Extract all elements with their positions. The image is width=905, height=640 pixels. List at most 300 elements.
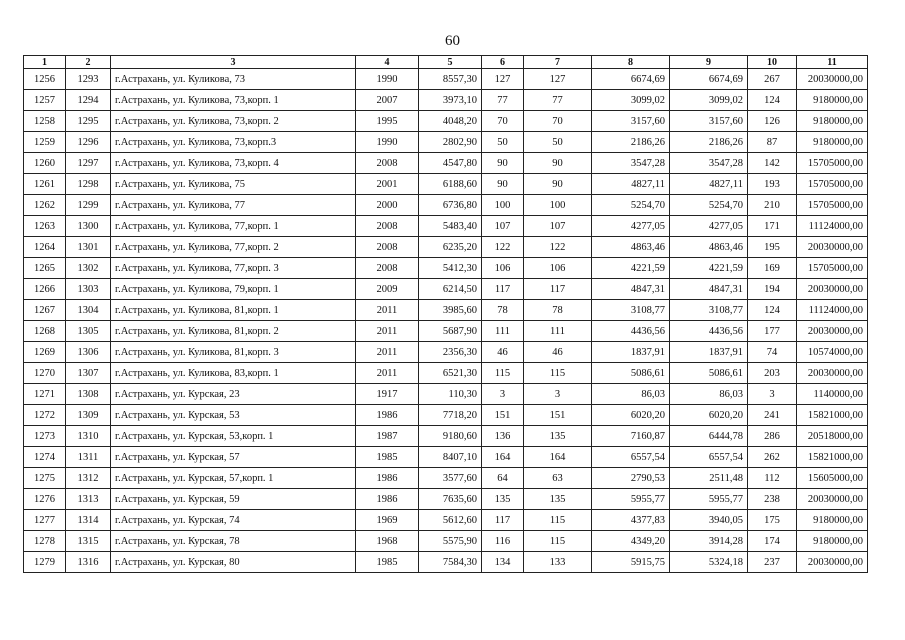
area-cell: 6188,60 xyxy=(419,174,482,195)
table-row xyxy=(24,153,868,174)
area-cell: 7718,20 xyxy=(419,405,482,426)
count-c-cell: 237 xyxy=(748,552,797,573)
table-row xyxy=(24,258,868,279)
table-row xyxy=(24,531,868,552)
row-number-cell: 1272 xyxy=(24,405,66,426)
record-id-cell: 1293 xyxy=(66,69,111,90)
year-cell: 2011 xyxy=(356,342,419,363)
amount-cell: 20030000,00 xyxy=(797,363,868,384)
count-a-cell: 127 xyxy=(482,69,524,90)
column-header: 2 xyxy=(66,56,111,69)
table-body xyxy=(24,69,868,573)
year-cell: 1985 xyxy=(356,552,419,573)
table-row xyxy=(24,132,868,153)
amount-cell: 15821000,00 xyxy=(797,405,868,426)
count-b-cell: 77 xyxy=(524,90,592,111)
area-cell: 3985,60 xyxy=(419,300,482,321)
count-c-cell: 126 xyxy=(748,111,797,132)
value-b-cell: 4221,59 xyxy=(670,258,748,279)
amount-cell: 20030000,00 xyxy=(797,552,868,573)
value-b-cell: 6674,69 xyxy=(670,69,748,90)
year-cell: 1990 xyxy=(356,132,419,153)
record-id-cell: 1315 xyxy=(66,531,111,552)
record-id-cell: 1295 xyxy=(66,111,111,132)
amount-cell: 9180000,00 xyxy=(797,90,868,111)
value-a-cell: 4221,59 xyxy=(592,258,670,279)
row-number-cell: 1263 xyxy=(24,216,66,237)
count-c-cell: 210 xyxy=(748,195,797,216)
value-a-cell: 3547,28 xyxy=(592,153,670,174)
count-b-cell: 133 xyxy=(524,552,592,573)
value-b-cell: 3547,28 xyxy=(670,153,748,174)
record-id-cell: 1302 xyxy=(66,258,111,279)
count-c-cell: 87 xyxy=(748,132,797,153)
area-cell: 2356,30 xyxy=(419,342,482,363)
count-a-cell: 90 xyxy=(482,174,524,195)
count-a-cell: 100 xyxy=(482,195,524,216)
row-number-cell: 1273 xyxy=(24,426,66,447)
area-cell: 2802,90 xyxy=(419,132,482,153)
table-row xyxy=(24,489,868,510)
value-b-cell: 4277,05 xyxy=(670,216,748,237)
count-a-cell: 117 xyxy=(482,510,524,531)
row-number-cell: 1269 xyxy=(24,342,66,363)
record-id-cell: 1314 xyxy=(66,510,111,531)
table-row xyxy=(24,195,868,216)
value-a-cell: 4277,05 xyxy=(592,216,670,237)
area-cell: 8557,30 xyxy=(419,69,482,90)
value-b-cell: 4863,46 xyxy=(670,237,748,258)
address-cell: г.Астрахань, ул. Курская, 23 xyxy=(111,384,356,405)
count-c-cell: 124 xyxy=(748,90,797,111)
amount-cell: 15605000,00 xyxy=(797,468,868,489)
count-b-cell: 70 xyxy=(524,111,592,132)
count-b-cell: 135 xyxy=(524,489,592,510)
area-cell: 5483,40 xyxy=(419,216,482,237)
year-cell: 2007 xyxy=(356,90,419,111)
year-cell: 2008 xyxy=(356,216,419,237)
count-a-cell: 134 xyxy=(482,552,524,573)
value-a-cell: 2186,26 xyxy=(592,132,670,153)
row-number-cell: 1258 xyxy=(24,111,66,132)
row-number-cell: 1264 xyxy=(24,237,66,258)
count-a-cell: 3 xyxy=(482,384,524,405)
column-header: 5 xyxy=(419,56,482,69)
count-c-cell: 74 xyxy=(748,342,797,363)
record-id-cell: 1300 xyxy=(66,216,111,237)
table-row xyxy=(24,405,868,426)
address-cell: г.Астрахань, ул. Куликова, 77,корп. 2 xyxy=(111,237,356,258)
amount-cell: 15705000,00 xyxy=(797,195,868,216)
count-c-cell: 175 xyxy=(748,510,797,531)
value-a-cell: 3099,02 xyxy=(592,90,670,111)
amount-cell: 20030000,00 xyxy=(797,69,868,90)
value-a-cell: 3157,60 xyxy=(592,111,670,132)
year-cell: 2008 xyxy=(356,237,419,258)
address-cell: г.Астрахань, ул. Куликова, 83,корп. 1 xyxy=(111,363,356,384)
page-number: 60 xyxy=(445,33,460,49)
table-row xyxy=(24,300,868,321)
value-a-cell: 5955,77 xyxy=(592,489,670,510)
column-header: 6 xyxy=(482,56,524,69)
count-c-cell: 267 xyxy=(748,69,797,90)
area-cell: 4547,80 xyxy=(419,153,482,174)
year-cell: 2000 xyxy=(356,195,419,216)
value-b-cell: 5955,77 xyxy=(670,489,748,510)
area-cell: 5412,30 xyxy=(419,258,482,279)
amount-cell: 11124000,00 xyxy=(797,300,868,321)
record-id-cell: 1312 xyxy=(66,468,111,489)
address-cell: г.Астрахань, ул. Куликова, 81,корп. 3 xyxy=(111,342,356,363)
count-a-cell: 117 xyxy=(482,279,524,300)
area-cell: 6214,50 xyxy=(419,279,482,300)
amount-cell: 15821000,00 xyxy=(797,447,868,468)
count-a-cell: 78 xyxy=(482,300,524,321)
row-number-cell: 1267 xyxy=(24,300,66,321)
count-a-cell: 164 xyxy=(482,447,524,468)
table-row xyxy=(24,552,868,573)
record-id-cell: 1309 xyxy=(66,405,111,426)
value-a-cell: 5254,70 xyxy=(592,195,670,216)
amount-cell: 20030000,00 xyxy=(797,489,868,510)
year-cell: 2001 xyxy=(356,174,419,195)
year-cell: 1968 xyxy=(356,531,419,552)
count-a-cell: 122 xyxy=(482,237,524,258)
row-number-cell: 1265 xyxy=(24,258,66,279)
value-a-cell: 5086,61 xyxy=(592,363,670,384)
value-a-cell: 7160,87 xyxy=(592,426,670,447)
table-row xyxy=(24,216,868,237)
year-cell: 1917 xyxy=(356,384,419,405)
table-row xyxy=(24,321,868,342)
value-b-cell: 6444,78 xyxy=(670,426,748,447)
record-id-cell: 1303 xyxy=(66,279,111,300)
count-a-cell: 106 xyxy=(482,258,524,279)
table-row xyxy=(24,426,868,447)
column-header: 3 xyxy=(111,56,356,69)
column-header: 1 xyxy=(24,56,66,69)
count-b-cell: 107 xyxy=(524,216,592,237)
table-row xyxy=(24,510,868,531)
row-number-cell: 1271 xyxy=(24,384,66,405)
value-a-cell: 4436,56 xyxy=(592,321,670,342)
address-cell: г.Астрахань, ул. Куликова, 77,корп. 3 xyxy=(111,258,356,279)
area-cell: 7635,60 xyxy=(419,489,482,510)
count-a-cell: 70 xyxy=(482,111,524,132)
amount-cell: 9180000,00 xyxy=(797,531,868,552)
area-cell: 6521,30 xyxy=(419,363,482,384)
value-b-cell: 3157,60 xyxy=(670,111,748,132)
area-cell: 5575,90 xyxy=(419,531,482,552)
table-row xyxy=(24,447,868,468)
value-a-cell: 86,03 xyxy=(592,384,670,405)
record-id-cell: 1307 xyxy=(66,363,111,384)
address-cell: г.Астрахань, ул. Куликова, 81,корп. 1 xyxy=(111,300,356,321)
value-b-cell: 2186,26 xyxy=(670,132,748,153)
area-cell: 6235,20 xyxy=(419,237,482,258)
count-a-cell: 135 xyxy=(482,489,524,510)
value-a-cell: 6020,20 xyxy=(592,405,670,426)
row-number-cell: 1276 xyxy=(24,489,66,510)
count-b-cell: 78 xyxy=(524,300,592,321)
value-b-cell: 5254,70 xyxy=(670,195,748,216)
count-a-cell: 90 xyxy=(482,153,524,174)
count-c-cell: 262 xyxy=(748,447,797,468)
record-id-cell: 1308 xyxy=(66,384,111,405)
value-a-cell: 4377,83 xyxy=(592,510,670,531)
row-number-cell: 1256 xyxy=(24,69,66,90)
amount-cell: 10574000,00 xyxy=(797,342,868,363)
year-cell: 1986 xyxy=(356,489,419,510)
record-id-cell: 1306 xyxy=(66,342,111,363)
value-b-cell: 4847,31 xyxy=(670,279,748,300)
count-b-cell: 90 xyxy=(524,174,592,195)
table-row xyxy=(24,363,868,384)
value-b-cell: 4827,11 xyxy=(670,174,748,195)
value-a-cell: 5915,75 xyxy=(592,552,670,573)
address-cell: г.Астрахань, ул. Куликова, 73,корп.3 xyxy=(111,132,356,153)
year-cell: 1969 xyxy=(356,510,419,531)
table-row xyxy=(24,342,868,363)
area-cell: 4048,20 xyxy=(419,111,482,132)
value-b-cell: 3914,28 xyxy=(670,531,748,552)
row-number-cell: 1259 xyxy=(24,132,66,153)
address-cell: г.Астрахань, ул. Куликова, 73,корп. 2 xyxy=(111,111,356,132)
address-cell: г.Астрахань, ул. Куликова, 73 xyxy=(111,69,356,90)
count-c-cell: 241 xyxy=(748,405,797,426)
count-a-cell: 46 xyxy=(482,342,524,363)
table-row xyxy=(24,90,868,111)
row-number-cell: 1266 xyxy=(24,279,66,300)
count-b-cell: 115 xyxy=(524,510,592,531)
amount-cell: 9180000,00 xyxy=(797,132,868,153)
address-cell: г.Астрахань, ул. Куликова, 77 xyxy=(111,195,356,216)
count-a-cell: 50 xyxy=(482,132,524,153)
count-b-cell: 100 xyxy=(524,195,592,216)
count-c-cell: 3 xyxy=(748,384,797,405)
area-cell: 3973,10 xyxy=(419,90,482,111)
value-a-cell: 4349,20 xyxy=(592,531,670,552)
value-a-cell: 4847,31 xyxy=(592,279,670,300)
row-number-cell: 1275 xyxy=(24,468,66,489)
count-c-cell: 174 xyxy=(748,531,797,552)
count-c-cell: 169 xyxy=(748,258,797,279)
row-number-cell: 1278 xyxy=(24,531,66,552)
year-cell: 2009 xyxy=(356,279,419,300)
amount-cell: 20518000,00 xyxy=(797,426,868,447)
amount-cell: 1140000,00 xyxy=(797,384,868,405)
header-row xyxy=(24,56,868,69)
record-id-cell: 1298 xyxy=(66,174,111,195)
value-b-cell: 3940,05 xyxy=(670,510,748,531)
address-cell: г.Астрахань, ул. Курская, 53 xyxy=(111,405,356,426)
column-header: 4 xyxy=(356,56,419,69)
address-cell: г.Астрахань, ул. Курская, 78 xyxy=(111,531,356,552)
row-number-cell: 1260 xyxy=(24,153,66,174)
row-number-cell: 1268 xyxy=(24,321,66,342)
amount-cell: 9180000,00 xyxy=(797,111,868,132)
column-header: 8 xyxy=(592,56,670,69)
area-cell: 7584,30 xyxy=(419,552,482,573)
count-a-cell: 64 xyxy=(482,468,524,489)
value-b-cell: 4436,56 xyxy=(670,321,748,342)
count-a-cell: 116 xyxy=(482,531,524,552)
record-id-cell: 1297 xyxy=(66,153,111,174)
value-b-cell: 86,03 xyxy=(670,384,748,405)
row-number-cell: 1277 xyxy=(24,510,66,531)
count-b-cell: 90 xyxy=(524,153,592,174)
year-cell: 1990 xyxy=(356,69,419,90)
value-a-cell: 6674,69 xyxy=(592,69,670,90)
count-b-cell: 46 xyxy=(524,342,592,363)
table-row xyxy=(24,468,868,489)
amount-cell: 20030000,00 xyxy=(797,279,868,300)
column-header: 7 xyxy=(524,56,592,69)
address-cell: г.Астрахань, ул. Курская, 74 xyxy=(111,510,356,531)
count-c-cell: 171 xyxy=(748,216,797,237)
value-b-cell: 6557,54 xyxy=(670,447,748,468)
area-cell: 8407,10 xyxy=(419,447,482,468)
table-row xyxy=(24,69,868,90)
record-id-cell: 1310 xyxy=(66,426,111,447)
record-id-cell: 1313 xyxy=(66,489,111,510)
row-number-cell: 1257 xyxy=(24,90,66,111)
area-cell: 5612,60 xyxy=(419,510,482,531)
table-row xyxy=(24,384,868,405)
table-row xyxy=(24,237,868,258)
amount-cell: 15705000,00 xyxy=(797,174,868,195)
record-id-cell: 1305 xyxy=(66,321,111,342)
value-a-cell: 4863,46 xyxy=(592,237,670,258)
address-cell: г.Астрахань, ул. Куликова, 75 xyxy=(111,174,356,195)
count-b-cell: 63 xyxy=(524,468,592,489)
area-cell: 9180,60 xyxy=(419,426,482,447)
record-id-cell: 1301 xyxy=(66,237,111,258)
value-b-cell: 3108,77 xyxy=(670,300,748,321)
count-a-cell: 77 xyxy=(482,90,524,111)
address-cell: г.Астрахань, ул. Куликова, 73,корп. 1 xyxy=(111,90,356,111)
area-cell: 3577,60 xyxy=(419,468,482,489)
column-header: 11 xyxy=(797,56,868,69)
area-cell: 5687,90 xyxy=(419,321,482,342)
address-cell: г.Астрахань, ул. Курская, 57 xyxy=(111,447,356,468)
count-a-cell: 151 xyxy=(482,405,524,426)
value-b-cell: 5086,61 xyxy=(670,363,748,384)
address-cell: г.Астрахань, ул. Курская, 57,корп. 1 xyxy=(111,468,356,489)
table-row xyxy=(24,279,868,300)
count-a-cell: 111 xyxy=(482,321,524,342)
count-c-cell: 238 xyxy=(748,489,797,510)
column-header: 9 xyxy=(670,56,748,69)
year-cell: 1987 xyxy=(356,426,419,447)
amount-cell: 15705000,00 xyxy=(797,258,868,279)
amount-cell: 11124000,00 xyxy=(797,216,868,237)
year-cell: 2008 xyxy=(356,258,419,279)
record-id-cell: 1296 xyxy=(66,132,111,153)
count-b-cell: 127 xyxy=(524,69,592,90)
value-a-cell: 3108,77 xyxy=(592,300,670,321)
year-cell: 1985 xyxy=(356,447,419,468)
count-c-cell: 193 xyxy=(748,174,797,195)
value-b-cell: 2511,48 xyxy=(670,468,748,489)
count-b-cell: 106 xyxy=(524,258,592,279)
record-id-cell: 1294 xyxy=(66,90,111,111)
count-c-cell: 142 xyxy=(748,153,797,174)
year-cell: 1986 xyxy=(356,468,419,489)
value-a-cell: 4827,11 xyxy=(592,174,670,195)
table-row xyxy=(24,111,868,132)
year-cell: 2011 xyxy=(356,321,419,342)
address-cell: г.Астрахань, ул. Курская, 59 xyxy=(111,489,356,510)
value-b-cell: 3099,02 xyxy=(670,90,748,111)
record-id-cell: 1304 xyxy=(66,300,111,321)
count-b-cell: 111 xyxy=(524,321,592,342)
count-b-cell: 50 xyxy=(524,132,592,153)
count-c-cell: 286 xyxy=(748,426,797,447)
count-b-cell: 164 xyxy=(524,447,592,468)
count-b-cell: 3 xyxy=(524,384,592,405)
year-cell: 2011 xyxy=(356,363,419,384)
year-cell: 2008 xyxy=(356,153,419,174)
value-b-cell: 6020,20 xyxy=(670,405,748,426)
count-a-cell: 136 xyxy=(482,426,524,447)
table-row xyxy=(24,174,868,195)
count-b-cell: 117 xyxy=(524,279,592,300)
column-header: 10 xyxy=(748,56,797,69)
year-cell: 1995 xyxy=(356,111,419,132)
count-b-cell: 151 xyxy=(524,405,592,426)
area-cell: 110,30 xyxy=(419,384,482,405)
count-a-cell: 115 xyxy=(482,363,524,384)
row-number-cell: 1262 xyxy=(24,195,66,216)
address-cell: г.Астрахань, ул. Куликова, 77,корп. 1 xyxy=(111,216,356,237)
count-b-cell: 122 xyxy=(524,237,592,258)
value-b-cell: 5324,18 xyxy=(670,552,748,573)
address-cell: г.Астрахань, ул. Курская, 53,корп. 1 xyxy=(111,426,356,447)
amount-cell: 20030000,00 xyxy=(797,237,868,258)
year-cell: 2011 xyxy=(356,300,419,321)
count-a-cell: 107 xyxy=(482,216,524,237)
amount-cell: 20030000,00 xyxy=(797,321,868,342)
count-c-cell: 203 xyxy=(748,363,797,384)
row-number-cell: 1270 xyxy=(24,363,66,384)
count-c-cell: 124 xyxy=(748,300,797,321)
row-number-cell: 1274 xyxy=(24,447,66,468)
record-id-cell: 1311 xyxy=(66,447,111,468)
value-a-cell: 2790,53 xyxy=(592,468,670,489)
count-b-cell: 115 xyxy=(524,531,592,552)
amount-cell: 9180000,00 xyxy=(797,510,868,531)
address-cell: г.Астрахань, ул. Куликова, 79,корп. 1 xyxy=(111,279,356,300)
year-cell: 1986 xyxy=(356,405,419,426)
count-c-cell: 177 xyxy=(748,321,797,342)
row-number-cell: 1279 xyxy=(24,552,66,573)
row-number-cell: 1261 xyxy=(24,174,66,195)
record-id-cell: 1316 xyxy=(66,552,111,573)
register-table xyxy=(23,55,868,573)
record-id-cell: 1299 xyxy=(66,195,111,216)
address-cell: г.Астрахань, ул. Курская, 80 xyxy=(111,552,356,573)
address-cell: г.Астрахань, ул. Куликова, 81,корп. 2 xyxy=(111,321,356,342)
value-a-cell: 1837,91 xyxy=(592,342,670,363)
value-b-cell: 1837,91 xyxy=(670,342,748,363)
count-c-cell: 112 xyxy=(748,468,797,489)
value-a-cell: 6557,54 xyxy=(592,447,670,468)
count-c-cell: 194 xyxy=(748,279,797,300)
count-b-cell: 115 xyxy=(524,363,592,384)
address-cell: г.Астрахань, ул. Куликова, 73,корп. 4 xyxy=(111,153,356,174)
count-b-cell: 135 xyxy=(524,426,592,447)
